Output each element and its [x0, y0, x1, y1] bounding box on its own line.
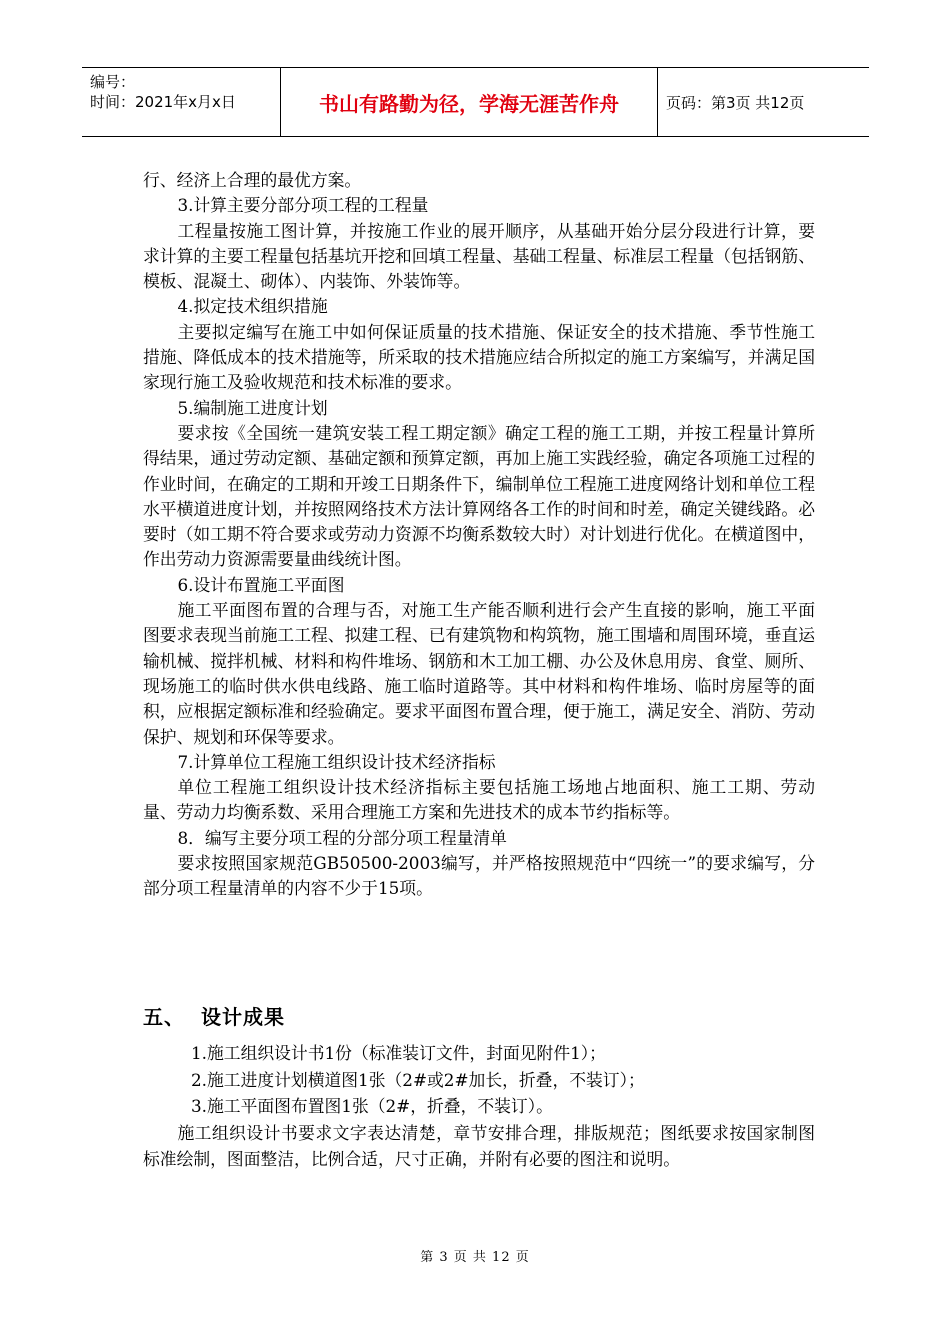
header-number-label: 编号：: [90, 73, 136, 91]
subheading: 6.设计布置施工平面图: [177, 574, 345, 595]
subheading: 5.编制施工进度计划: [177, 397, 328, 418]
header-meta-cell: [82, 68, 281, 136]
subheading: 8．编写主要分项工程的分部分项工程量清单: [177, 827, 507, 848]
paragraph: 施工平面图布置的合理与否，对施工生产能否顺利进行会产生直接的影响，施工平面图要求表现当前施工工程、拟建工程、已有建筑物和构筑物，施工围墙和周围环境，垂直运输机械、搅拌机械、材料和构件堆场、钢筋和木工加工棚、办公及休息用房、食堂、厕所、现场施工的临时供水供电线路、施工临时道路等。其中材料和构件堆场、临时房屋等的面积，应根据定额标准和经验确定。要求平面图布置合理，便于施工，满足安全、消防、劳动保护、规划和环保等要求。: [143, 600, 815, 747]
paragraph: 主要拟定编写在施工中如何保证质量的技术措施、保证安全的技术措施、季节性施工措施、降低成本的技术措施等，所采取的技术措施应结合所拟定的施工方案编写，并满足国家现行施工及验收规范和技术标准的要求。: [143, 321, 815, 393]
header-time-label: 时间：2021年x月x日: [90, 93, 236, 111]
header-motto: 书山有路勤为径，学海无涯苦作舟: [281, 68, 658, 136]
header-page-info: 页码：第3页 共12页: [666, 93, 805, 112]
section-heading: [143, 1001, 285, 1030]
paragraph: 施工组织设计书要求文字表达清楚，章节安排合理，排版规范；图纸要求按国家制图标准绘制，图面整洁，比例合适，尺寸正确，并附有必要的图注和说明。: [143, 1122, 815, 1169]
list-item: 3.施工平面图布置图1张（2#，折叠，不装订）。: [191, 1096, 553, 1116]
page-header: [82, 67, 869, 137]
section-number: 五、: [143, 1005, 185, 1029]
document-body: [143, 168, 815, 902]
subheading: 3.计算主要分部分项工程的工程量: [177, 195, 429, 216]
paragraph: 要求按照国家规范GB50500-2003编写，并严格按照规范中“四统一”的要求编写，分部分项工程量清单的内容不少于15项。: [143, 853, 815, 899]
paragraph: 单位工程施工组织设计技术经济指标主要包括施工场地占地面积、施工工期、劳动量、劳动力均衡系数、采用合理施工方案和先进技术的成本节约指标等。: [143, 777, 815, 823]
results-list: [143, 1040, 815, 1173]
list-item: 1.施工组织设计书1份（标准装订文件，封面见附件1）；: [191, 1043, 606, 1063]
subheading: 4.拟定技术组织措施: [177, 296, 328, 317]
subheading: 7.计算单位工程施工组织设计技术经济指标: [177, 751, 496, 772]
paragraph: 要求按《全国统一建筑安装工程工期定额》确定工程的施工工期，并按工程量计算所得结果，通过劳动定额、基础定额和预算定额，再加上施工实践经验，确定各项施工过程的作业时间，在确定的工期和开竣工日期条件下，编制单位工程施工进度网络计划和单位工程水平横道进度计划，并按照网络技术方法计算网络各工作的时间和时差，确定关键线路。必要时（如工期不符合要求或劳动力资源不均衡系数较大时）对计划进行优化。在横道图中，作出劳动力资源需要量曲线统计图。: [143, 422, 815, 570]
page-footer: 第 3 页 共 12 页: [420, 1250, 530, 1265]
paragraph: 工程量按施工图计算，并按施工作业的展开顺序，从基础开始分层分段进行计算，要求计算的主要工程量包括基坑开挖和回填工程量、基础工程量、标准层工程量（包括钢筋、模板、混凝土、砌体）、内装饰、外装饰等。: [143, 220, 815, 292]
paragraph: 行、经济上合理的最优方案。: [143, 170, 362, 190]
list-item: 2.施工进度计划横道图1张（2#或2#加长，折叠，不装订）；: [191, 1069, 645, 1090]
section-title: 设计成果: [201, 1005, 285, 1029]
